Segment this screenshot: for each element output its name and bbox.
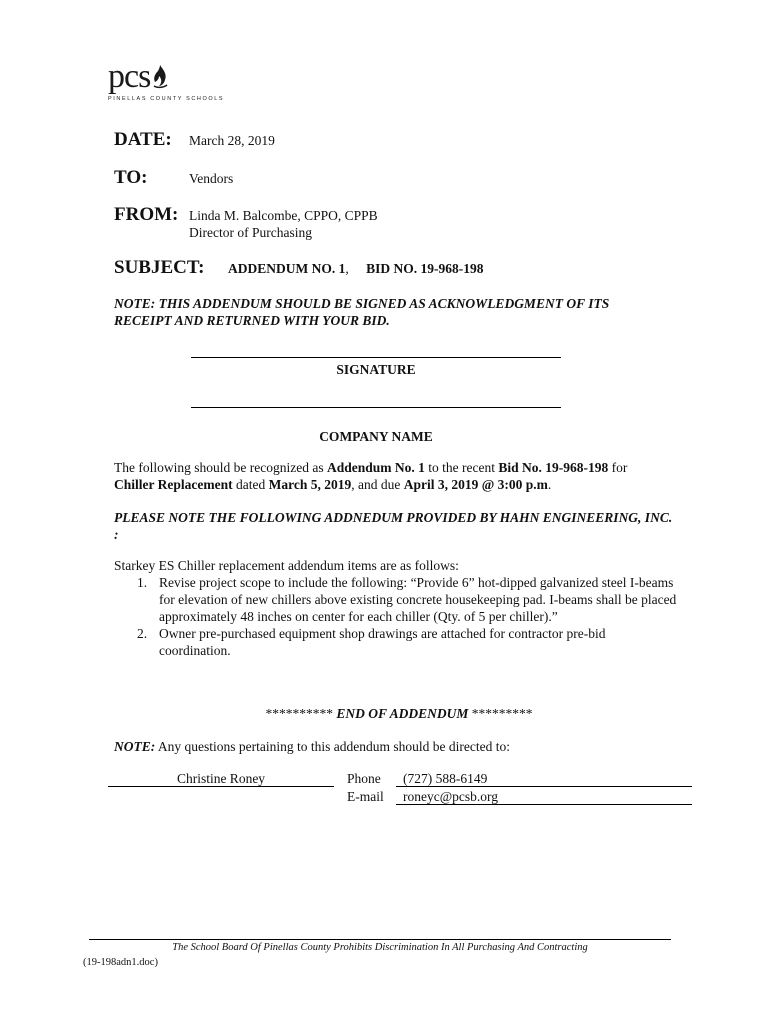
intro-text: dated [232,477,269,492]
intro-addendum: Addendum No. 1 [326,460,425,475]
contact-note [114,738,674,755]
to-value: Vendors [189,171,234,186]
contact-note-label: NOTE: [114,739,156,754]
from-title: Director of Purchasing [189,225,312,240]
email-label: E-mail [347,789,384,804]
subject-bid: BID NO. 19-968-198 [366,261,484,276]
subject-label: SUBJECT: [114,257,205,278]
intro-text: The following should be recognized as [114,460,327,475]
addendum-items [137,574,677,659]
intro-project: Chiller Replacement [114,477,233,492]
intro-paragraph [114,459,674,493]
item-text: Owner pre-purchased equipment shop drawings are attached for contractor pre-bid coordination. [159,626,606,658]
end-of-addendum [114,705,684,722]
list-item [137,625,677,659]
pcs-logo [108,58,225,112]
phone-line [396,786,692,787]
email-line [396,804,692,805]
from-name: Linda M. Balcombe, CPPO, CPPB [189,208,378,223]
date-value: March 28, 2019 [189,133,275,148]
subject-separator: , [345,261,349,276]
intro-due: April 3, 2019 @ 3:00 p.m [403,477,548,492]
end-stars-right: ********* [471,706,533,721]
footer-filename: (19-198adn1.doc) [83,957,158,968]
intro-dated: March 5, 2019 [268,477,352,492]
contact-name-line [108,786,334,787]
from-label: FROM: [114,204,179,225]
intro-text: for [608,460,628,475]
company-line [191,407,561,408]
footer-notice: The School Board Of Pinellas County Prohibits Discrimination In All Purchasing And Contracting [172,942,588,953]
intro-text: , and due [351,477,404,492]
items-intro: Starkey ES Chiller replacement addendum items are as follows: [114,558,459,573]
acknowledgment-note: NOTE: THIS ADDENDUM SHOULD BE SIGNED AS ACKNOWLEDGMENT OF ITS RECEIPT AND RETURNED WITH YOUR BID. [114,296,610,328]
intro-bid: Bid No. 19-968-198 [498,460,609,475]
item-number: 1. [137,575,148,590]
subject-addendum: ADDENDUM NO. 1 [228,261,346,276]
flame-icon [151,64,169,90]
to-label: TO: [114,167,148,188]
signature-label: SIGNATURE [336,362,416,377]
list-item [137,574,677,625]
logo-wordmark: pcs [108,58,151,95]
item-text: Revise project scope to include the following: “Provide 6” hot-dipped galvanized steel I-beams for elevation of new chillers above existing concrete housekeeping pad. I-beams shall be placed approximately 48 inches on center for each chiller (Qty. of 5 per chiller).” [159,575,677,624]
subject-line [228,261,484,277]
email-value[interactable]: roneyc@pcsb.org [403,789,499,804]
intro-text: to the recent [424,460,499,475]
item-number: 2. [137,626,148,641]
logo-tagline: PINELLAS COUNTY SCHOOLS [108,96,225,102]
contact-name: Christine Roney [176,771,266,786]
phone-label: Phone [347,771,381,786]
engineering-note: PLEASE NOTE THE FOLLOWING ADDNEDUM PROVIDED BY HAHN ENGINEERING, INC. : [114,510,673,542]
end-label: END OF ADDENDUM [336,706,469,721]
signature-line [191,357,561,358]
contact-note-text: Any questions pertaining to this addendum should be directed to: [155,739,510,754]
intro-text: . [547,477,552,492]
phone-value: (727) 588-6149 [403,771,488,786]
company-label: COMPANY NAME [319,429,433,444]
date-label: DATE: [114,129,172,150]
end-stars-left: ********** [265,706,333,721]
footer-rule [89,939,671,940]
